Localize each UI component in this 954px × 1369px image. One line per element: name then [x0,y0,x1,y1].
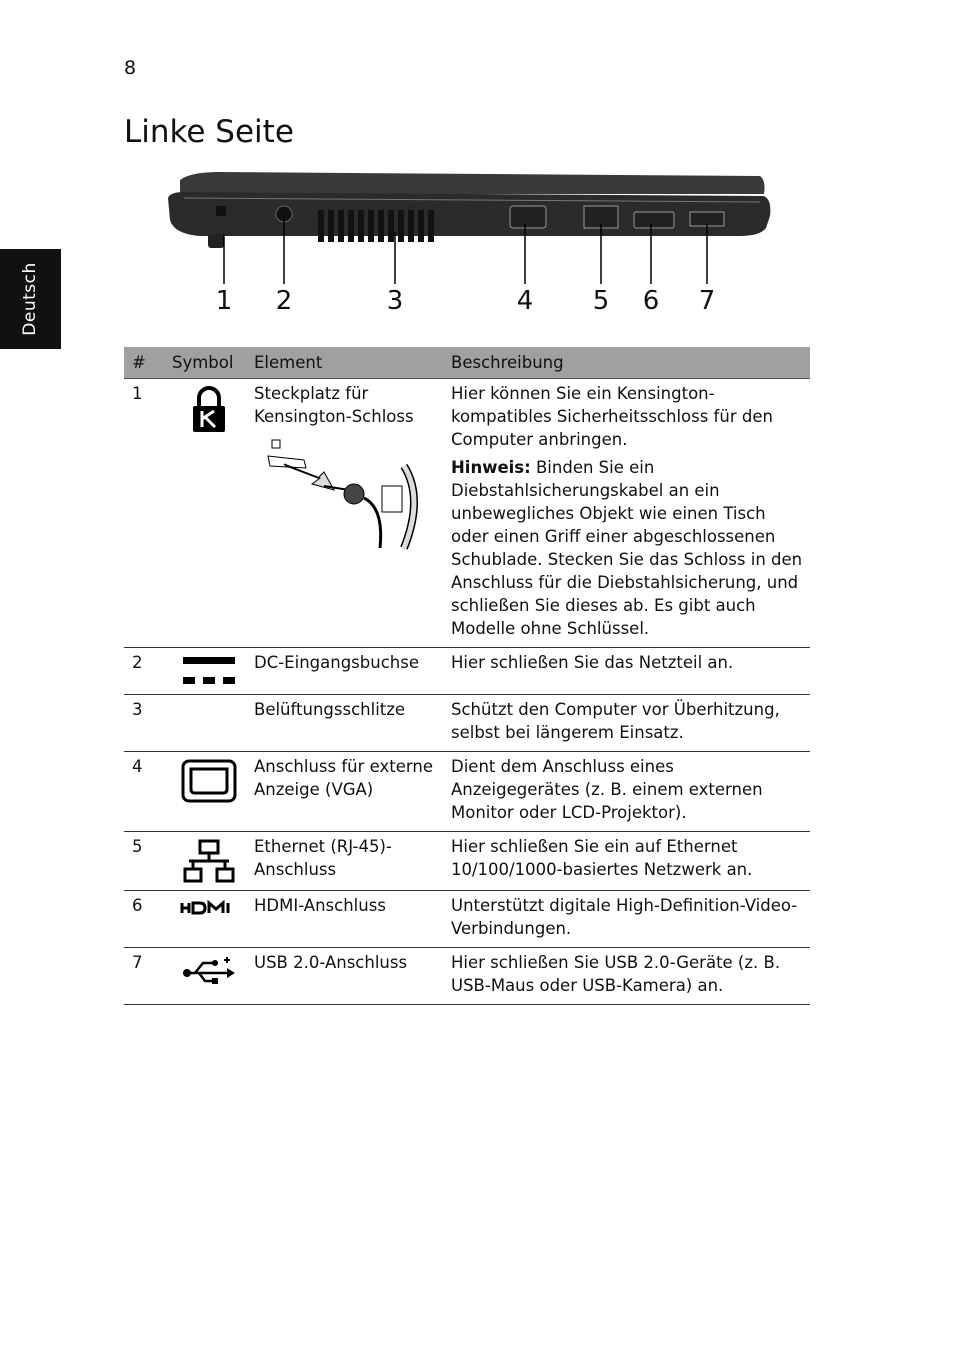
hdmi-icon [180,898,238,918]
element-cell [250,379,447,648]
side-tab-label: Deutsch [20,262,40,336]
table-row [124,379,810,648]
page-title: Linke Seite [124,114,294,150]
description-cell: Unterstützt digitale High-Definition-Video-Verbindungen. [447,891,810,948]
row-num: 4 [124,752,168,832]
table-row [124,948,810,1005]
header-description: Beschreibung [447,347,810,379]
row-num: 3 [124,695,168,752]
ethernet-icon [181,839,237,883]
table-row [124,648,810,695]
row-num: 7 [124,948,168,1005]
element-cell: HDMI-Anschluss [250,891,447,948]
table-row [124,695,810,752]
symbol-cell [168,891,250,948]
callout-4: 4 [516,286,534,316]
callout-2: 2 [275,286,293,316]
row-num: 1 [124,379,168,648]
table-row [124,891,810,948]
kensington-cable-illustration [254,438,424,558]
kensington-lock-icon [189,386,229,434]
description-cell: Schützt den Computer vor Überhitzung, selbst bei längerem Einsatz. [447,695,810,752]
page-number: 8 [124,57,137,79]
note-text: Binden Sie ein Diebstahlsicherungskabel an ein unbewegliches Objekt wie einen Tisch oder einen Griff einer abgeschlossenen Schublade. Stecken Sie das Schloss in den Anschluss für die Diebstahlsicherung, und schließen Sie dieses ab. Es gibt auch Modelle ohne Schlüssel. [451,458,803,638]
table-row [124,752,810,832]
description-cell: Hier schließen Sie ein auf Ethernet 10/100/1000-basiertes Netzwerk an. [447,832,810,891]
header-num: # [124,347,168,379]
note-label: Hinweis: [451,458,531,477]
row-num: 6 [124,891,168,948]
callout-3: 3 [386,286,404,316]
symbol-cell [168,379,250,648]
language-side-tab [0,249,61,349]
description-cell: Hier schließen Sie das Netzteil an. [447,648,810,695]
row-num: 2 [124,648,168,695]
table-header-row [124,347,810,379]
element-cell: USB 2.0-Anschluss [250,948,447,1005]
symbol-cell [168,752,250,832]
ports-table [124,347,810,1005]
element-cell: Belüftungsschlitze [250,695,447,752]
callout-6: 6 [642,286,660,316]
symbol-cell [168,695,250,752]
header-symbol: Symbol [168,347,250,379]
usb-icon [181,955,237,987]
element-cell: Anschluss für externe Anzeige (VGA) [250,752,447,832]
header-element: Element [250,347,447,379]
element-cell: DC-Eingangsbuchse [250,648,447,695]
symbol-cell [168,648,250,695]
vga-icon [181,759,237,803]
symbol-cell [168,832,250,891]
description-cell [447,379,810,648]
dc-in-icon [183,655,235,687]
callout-5: 5 [592,286,610,316]
table-row [124,832,810,891]
note-paragraph [451,456,806,640]
callout-1: 1 [215,286,233,316]
element-cell: Ethernet (RJ-45)-Anschluss [250,832,447,891]
description-cell: Hier schließen Sie USB 2.0-Geräte (z. B. USB-Maus oder USB-Kamera) an. [447,948,810,1005]
symbol-cell [168,948,250,1005]
element-name: Steckplatz für Kensington-Schloss [254,384,414,426]
description-text: Hier können Sie ein Kensington-kompatibles Sicherheitsschloss für den Computer anbringen. [451,384,773,449]
laptop-left-side-illustration [160,168,780,328]
callout-7: 7 [698,286,716,316]
description-cell: Dient dem Anschluss eines Anzeigegerätes (z. B. einem externen Monitor oder LCD-Projektor). [447,752,810,832]
row-num: 5 [124,832,168,891]
